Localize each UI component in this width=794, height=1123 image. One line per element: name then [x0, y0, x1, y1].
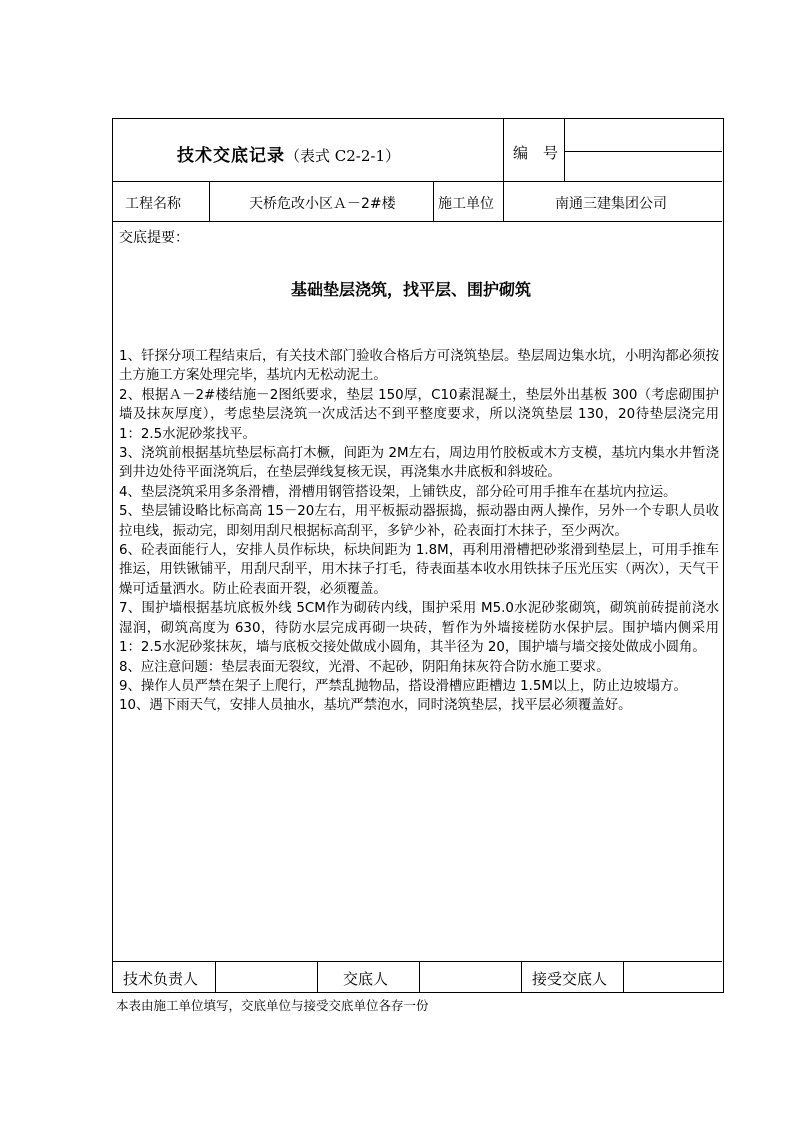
number-label: 编 号 [513, 144, 559, 162]
col-divider-name-label [209, 181, 210, 221]
tech-lead-label: 技术负责人 [123, 970, 199, 988]
summary-item: 6、砼表面能行人，安排人员作标块，标块间距为 1.8M，再利用滑槽把砂浆滑到垫层上，可用手推车推运，用铁锹铺平，用刮尺刮平，用木抹子打毛，待表面基本收水用铁抹子压光压实（两次），天气干燥可适量洒水。防止砼表面开裂，必须覆盖。 [119, 543, 719, 597]
footer-note: 本表由施工单位填写，交底单位与接受交底单位各存一份 [116, 998, 429, 1013]
summary-item: 4、垫层浇筑采用多条滑槽，滑槽用钢管搭设架，上铺铁皮，部分砼可用手推车在基坑内拉运。 [119, 484, 677, 500]
sig-divider-5 [623, 961, 624, 992]
summary-item: 10、遇下雨天气，安排人员抽水，基坑严禁泡水，同时浇筑垫层，找平层必须覆盖好。 [119, 698, 632, 714]
summary-heading: 基础垫层浇筑，找平层、围护砌筑 [291, 280, 532, 299]
project-name-value: 天桥危改小区Ａ－2#楼 [249, 196, 396, 212]
col-divider-number [564, 119, 565, 181]
summary-item: 9、操作人员严禁在架子上爬行，严禁乱抛物品，搭设滑槽应距槽边 1.5M以上，防止边坡塌方。 [119, 678, 687, 694]
row-divider-number [564, 151, 722, 152]
sig-divider-1 [215, 961, 216, 992]
disclosure-form [112, 118, 724, 993]
construction-unit-label: 施工单位 [438, 196, 494, 212]
sig-divider-3 [419, 961, 420, 992]
form-title-suffix: （表式 C2-2-1） [285, 147, 401, 165]
summary-item: 8、应注意问题：垫层表面无裂纹，光滑、不起砂，阴阳角抹灰符合防水施工要求。 [119, 659, 610, 675]
summary-item: 5、垫层铺设略比标高高 15－20左右，用平板振动器振捣，振动器由两人操作，另外一个专职人员收拉电线，振动完，即刻用刮尺根据标高刮平，多铲少补，砼表面打木抹子，至少两次。 [119, 504, 719, 539]
row-divider-signatures [113, 961, 722, 962]
form-title [177, 141, 400, 166]
summary-body [119, 347, 719, 716]
summary-item: 3、浇筑前根据基坑垫层标高打木橛，间距为 2M左右，周边用竹胶板或木方支模，基坑内集水井暂浇到井边处待平面浇筑后，在垫层弹线复核无误，再浇集水井底板和斜坡砼。 [119, 446, 719, 481]
summary-item: 7、围护墙根据基坑底板外线 5CM作为砌砖内线，围护采用 M5.0水泥砂浆砌筑，砌筑前砖提前浇水湿润，砌筑高度为 630，待防水层完成再砌一块砖，暂作为外墙接槎防水保护层。围护墙内侧采用 1：2.5水泥砂浆抹灰，墙与底板交接处做成小圆角，其半径为 20，围护墙与墙交接处做成小圆角。 [119, 601, 719, 656]
row-divider-header [113, 181, 722, 182]
discloser-label: 交底人 [343, 970, 389, 988]
summary-item: 2、根据Ａ－2#楼结施－2图纸要求，垫层 150厚，C10素混凝土，垫层外出基板 300（考虑砌围护墙及抹灰厚度），考虑垫层浇筑一次成活达不到平整度要求，所以浇筑垫层 130，20待垫层浇完用 1：2.5水泥砂浆找平。 [119, 387, 719, 442]
construction-unit-value: 南通三建集团公司 [555, 196, 667, 212]
summary-item: 1、钎探分项工程结束后，有关技术部门验收合格后方可浇筑垫层。垫层周边集水坑，小明沟都必须按土方施工方案处理完毕，基坑内无松动泥土。 [119, 349, 719, 384]
sig-divider-4 [521, 961, 522, 992]
form-title-main: 技术交底记录 [177, 146, 285, 166]
row-divider-project [113, 221, 722, 222]
receiver-label: 接受交底人 [532, 970, 608, 988]
project-name-label: 工程名称 [125, 196, 181, 212]
col-divider-name-value [433, 181, 434, 221]
col-divider-title [503, 119, 504, 181]
sig-divider-2 [317, 961, 318, 992]
summary-label: 交底提要： [119, 230, 189, 246]
col-divider-unit-label [503, 181, 504, 221]
